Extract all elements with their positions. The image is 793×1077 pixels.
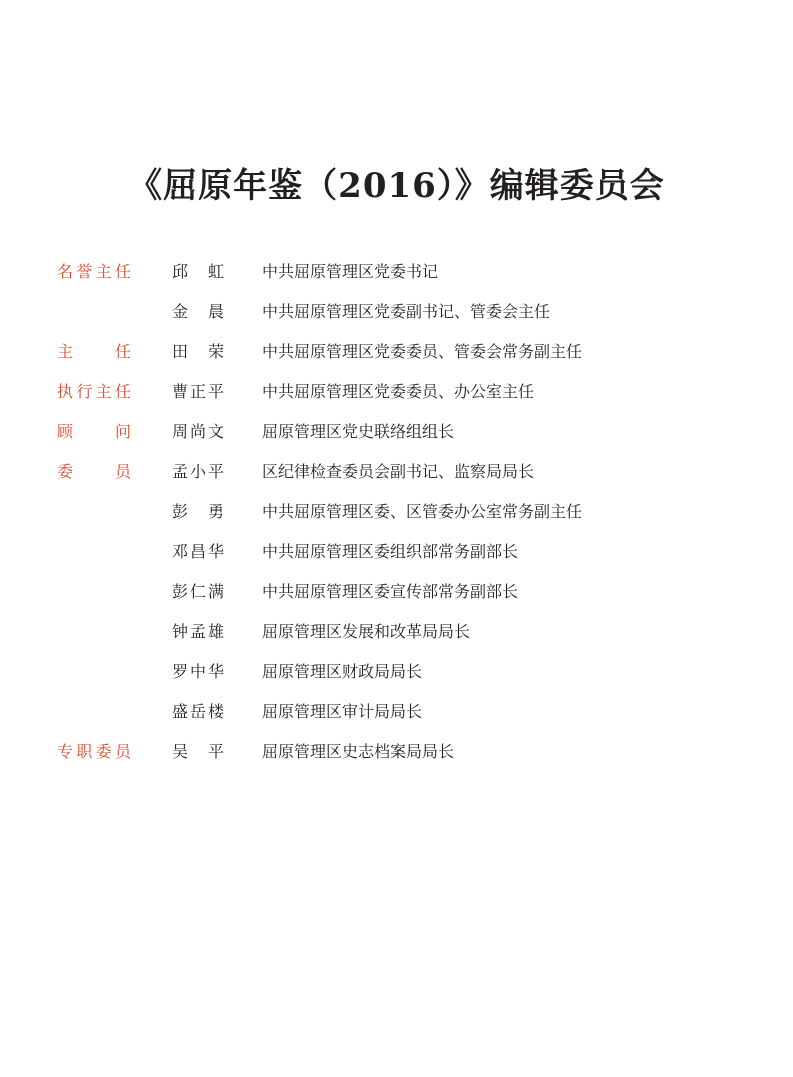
list-item	[0, 416, 793, 456]
list-item	[0, 696, 793, 736]
member-position: 屈原管理区史志档案局局长	[262, 742, 455, 761]
member-role: 执行主任	[57, 382, 131, 401]
member-position: 屈原管理区党史联络组组长	[262, 422, 455, 441]
member-position: 中共屈原管理区党委副书记、管委会主任	[262, 302, 551, 321]
list-item	[0, 736, 793, 776]
member-name: 吴 平	[172, 742, 224, 761]
member-name: 彭 勇	[172, 502, 224, 521]
member-position: 屈原管理区发展和改革局局长	[262, 622, 471, 641]
member-name: 田 荣	[172, 342, 224, 361]
list-item	[0, 576, 793, 616]
list-item	[0, 256, 793, 296]
member-name: 孟小平	[172, 462, 224, 481]
list-item	[0, 296, 793, 336]
member-role: 委 员	[57, 462, 131, 481]
member-name: 邓昌华	[172, 542, 224, 561]
member-name: 金 晨	[172, 302, 224, 321]
member-role: 名誉主任	[57, 262, 131, 281]
committee-list	[0, 256, 793, 776]
member-role: 专职委员	[57, 742, 131, 761]
list-item	[0, 496, 793, 536]
member-position: 屈原管理区审计局局长	[262, 702, 423, 721]
member-name: 罗中华	[172, 662, 224, 681]
page-title: 《屈原年鉴（2016）》编辑委员会	[128, 166, 665, 206]
member-position: 中共屈原管理区委、区管委办公室常务副主任	[262, 502, 583, 521]
member-name: 曹正平	[172, 382, 224, 401]
list-item	[0, 536, 793, 576]
member-name: 钟孟雄	[172, 622, 224, 641]
member-role: 顾 问	[57, 422, 131, 441]
member-position: 中共屈原管理区党委委员、办公室主任	[262, 382, 535, 401]
member-name: 彭仁满	[172, 582, 224, 601]
list-item	[0, 656, 793, 696]
member-name: 盛岳楼	[172, 702, 224, 721]
member-position: 屈原管理区财政局局长	[262, 662, 423, 681]
member-name: 邱 虹	[172, 262, 224, 281]
list-item	[0, 336, 793, 376]
member-position: 中共屈原管理区委宣传部常务副部长	[262, 582, 519, 601]
member-role: 主 任	[57, 342, 131, 361]
member-position: 中共屈原管理区党委书记	[262, 262, 439, 281]
list-item	[0, 376, 793, 416]
member-position: 中共屈原管理区委组织部常务副部长	[262, 542, 519, 561]
member-position: 中共屈原管理区党委委员、管委会常务副主任	[262, 342, 583, 361]
list-item	[0, 456, 793, 496]
member-position: 区纪律检查委员会副书记、监察局局长	[262, 462, 535, 481]
list-item	[0, 616, 793, 656]
member-name: 周尚文	[172, 422, 224, 441]
